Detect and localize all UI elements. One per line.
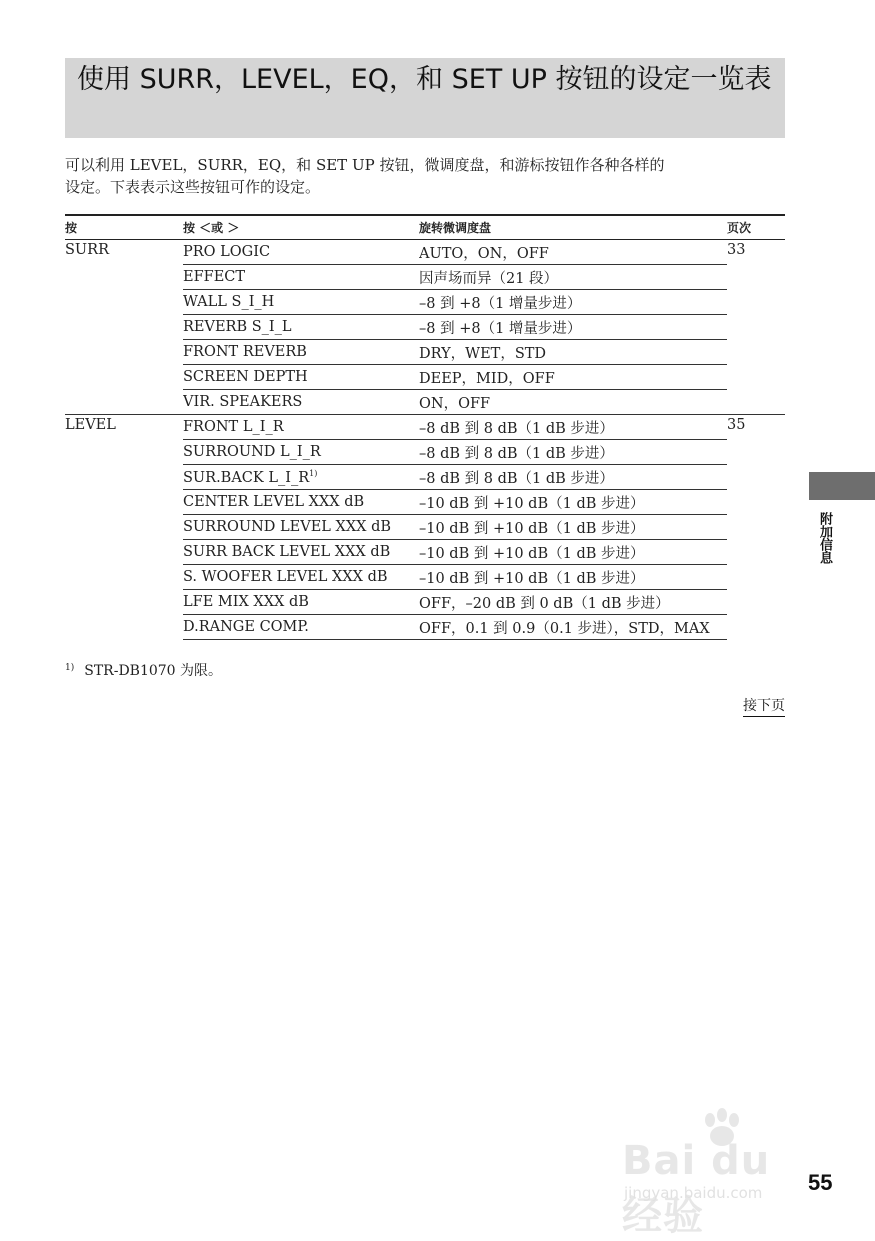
row-item: SCREEN DEPTH xyxy=(183,365,419,390)
group-page-level: 35 xyxy=(727,415,785,640)
row-item: EFFECT xyxy=(183,265,419,290)
row-item: SUR.BACK L_I_R xyxy=(183,469,310,486)
footnote-mark: 1) xyxy=(65,663,75,673)
row-item: SURROUND L_I_R xyxy=(183,440,419,465)
row-item: REVERB S_I_L xyxy=(183,315,419,340)
row-item-cell xyxy=(183,465,419,490)
row-item: SURROUND LEVEL XXX dB xyxy=(183,515,419,540)
row-item: FRONT L_I_R xyxy=(183,415,419,440)
row-setting: OFF，–20 dB 到 0 dB（1 dB 步进） xyxy=(419,590,727,615)
row-setting: –8 dB 到 8 dB（1 dB 步进） xyxy=(419,415,727,440)
group-button-level: LEVEL xyxy=(65,415,183,640)
row-item: VIR. SPEAKERS xyxy=(183,394,303,410)
intro-line-1: 可以利用 LEVEL，SURR，EQ，和 SET UP 按钮，微调度盘，和游标按钮作各种各样的 xyxy=(65,156,665,174)
page-number: 55 xyxy=(808,1170,833,1195)
table-row xyxy=(65,240,785,265)
title-band xyxy=(65,58,785,138)
row-item: SURR BACK LEVEL XXX dB xyxy=(183,540,419,565)
header-jog-dial: 旋转微调度盘 xyxy=(419,215,727,240)
intro-line-2: 设定。下表表示这些按钮可作的设定。 xyxy=(65,178,321,196)
row-item: CENTER LEVEL XXX dB xyxy=(183,490,419,515)
group-button-surr: SURR xyxy=(65,240,183,415)
intro-paragraph xyxy=(65,154,785,198)
table-header-row xyxy=(65,215,785,240)
continue-next-page-link[interactable]: 接下页 xyxy=(743,695,785,717)
watermark-url: jingyan.baidu.com xyxy=(624,1184,763,1202)
row-item: WALL S_I_H xyxy=(183,290,419,315)
footnote-mark: 1) xyxy=(309,468,318,478)
row-setting: –8 dB 到 8 dB（1 dB 步进） xyxy=(419,465,727,490)
side-tab-marker xyxy=(809,472,875,500)
watermark-text: Bai du 经验 xyxy=(622,1138,771,1239)
footnote-text: STR-DB1070 为限。 xyxy=(84,663,223,679)
row-item: FRONT REVERB xyxy=(183,340,419,365)
footnote xyxy=(65,660,222,680)
header-press-left-right: 按 ＜或 ＞ xyxy=(183,215,419,240)
page-title: 使用 SURR，LEVEL，EQ，和 SET UP 按钮的设定一览表 xyxy=(77,64,772,95)
side-tab-label: 附加信息 xyxy=(817,512,832,564)
row-setting: –10 dB 到 +10 dB（1 dB 步进） xyxy=(419,515,727,540)
row-setting: –10 dB 到 +10 dB（1 dB 步进） xyxy=(419,540,727,565)
row-setting: –10 dB 到 +10 dB（1 dB 步进） xyxy=(419,565,727,590)
settings-table xyxy=(65,214,785,640)
header-button: 按 xyxy=(65,215,183,240)
header-page: 页次 xyxy=(727,215,785,240)
row-setting: AUTO，ON，OFF xyxy=(419,240,727,265)
row-item: S. WOOFER LEVEL XXX dB xyxy=(183,565,419,590)
row-setting: –8 dB 到 8 dB（1 dB 步进） xyxy=(419,440,727,465)
row-item: PRO LOGIC xyxy=(183,240,419,265)
group-page-surr: 33 xyxy=(727,240,785,415)
watermark xyxy=(622,1108,822,1239)
row-setting: –8 到 +8（1 增量步进） xyxy=(419,290,727,315)
row-setting: DRY，WET，STD xyxy=(419,340,727,365)
table-row xyxy=(65,415,785,440)
row-item: D.RANGE COMP. xyxy=(183,615,419,640)
row-setting: OFF，0.1 到 0.9（0.1 步进），STD，MAX xyxy=(419,615,727,640)
row-setting: –8 到 +8（1 增量步进） xyxy=(419,315,727,340)
row-setting: ON，OFF xyxy=(419,395,491,412)
row-item: LFE MIX XXX dB xyxy=(183,590,419,615)
row-setting: DEEP，MID，OFF xyxy=(419,365,727,390)
row-setting: –10 dB 到 +10 dB（1 dB 步进） xyxy=(419,490,727,515)
row-setting: 因声场而异（21 段） xyxy=(419,265,727,290)
